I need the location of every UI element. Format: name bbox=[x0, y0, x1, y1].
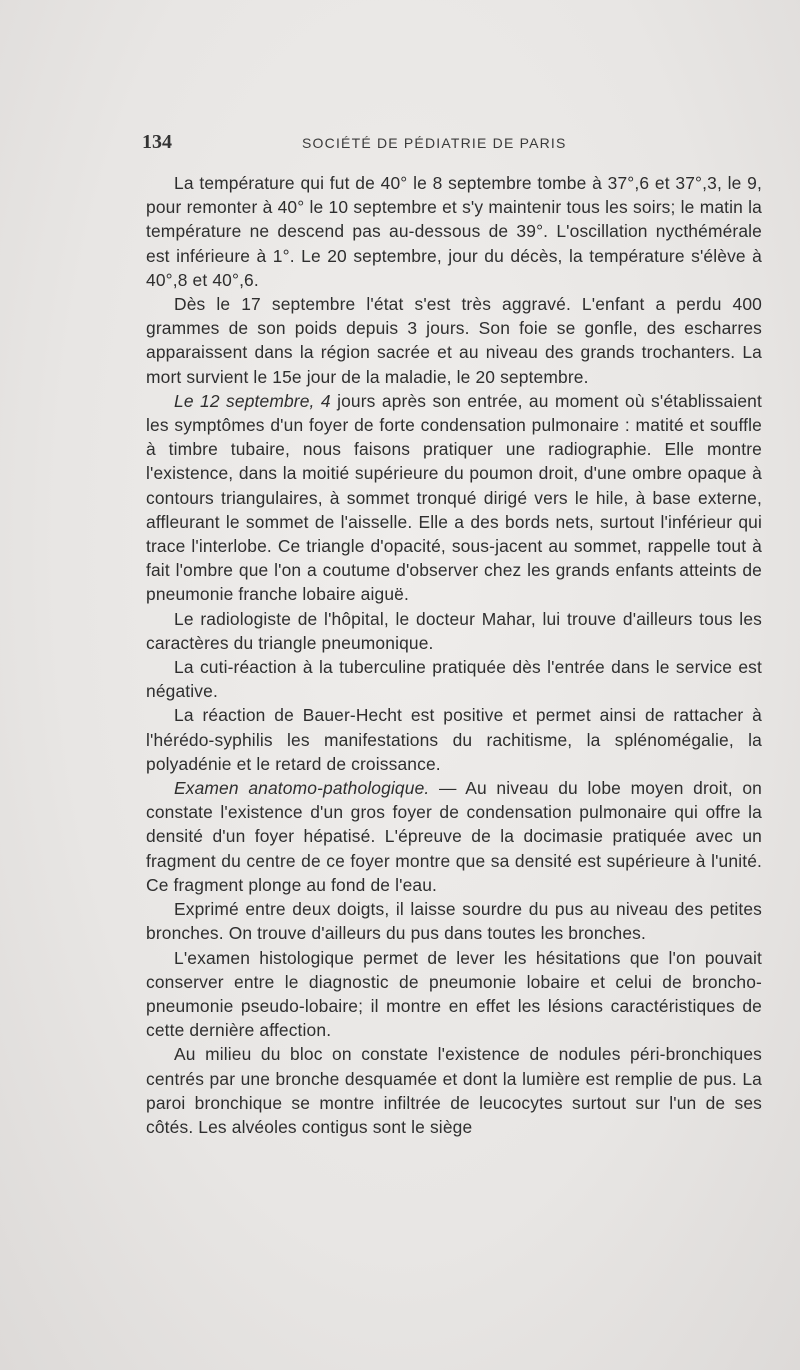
paragraph: Examen anatomo-pathologique. — Au niveau du lobe moyen droit, on constate l'existence d'un gros foyer de condensation pulmonaire qui offre la densité d'un foyer hépatisé. L'épreuve de la docimasie pratiquée avec un fragment du centre de ce foyer montre que sa densité est supérieure à l'unité. Ce fragment plonge au fond de l'eau. bbox=[146, 778, 762, 895]
paragraph: Exprimé entre deux doigts, il laisse sourdre du pus au niveau des petites bronches. On trouve d'ailleurs du pus dans toutes les bronches. bbox=[146, 899, 762, 944]
paragraph: La température qui fut de 40° le 8 septembre tombe à 37°,6 et 37°,3, le 9, pour remonter à 40° le 10 septembre et s'y maintenir tous les soirs; le matin la température ne descend pas au-dessous de 39°. L'oscillation nycthémérale est inférieure à 1°. Le 20 septembre, jour du décès, la température s'élève à 40°,8 et 40°,6. bbox=[146, 173, 762, 290]
paragraph: Au milieu du bloc on constate l'existence de nodules péri-bronchiques centrés par une bronche desquamée et dont la lumière est remplie de pus. La paroi bronchique se montre infiltrée de leucocytes surtout sur l'un de ses côtés. Les alvéoles contigus sont le siège bbox=[146, 1044, 762, 1137]
paragraph: Dès le 17 septembre l'état s'est très aggravé. L'enfant a perdu 400 grammes de son poids depuis 3 jours. Son foie se gonfle, des escharres apparaissent dans la région sacrée et au niveau des grands trochanters. La mort survient le 15e jour de la maladie, le 20 septembre. bbox=[146, 294, 762, 387]
paragraph: La réaction de Bauer-Hecht est positive et permet ainsi de rattacher à l'hérédo-syphilis les manifestations du rachitisme, la splénomégalie, la polyadénie et le retard de croissance. bbox=[146, 705, 762, 774]
paragraph: Le 12 septembre, 4 jours après son entrée, au moment où s'établissaient les symptômes d'un foyer de forte condensation pulmonaire : matité et souffle à timbre tubaire, nous faisons pratiquer une radiographie. Elle montre l'existence, dans la moitié supérieure du poumon droit, d'une ombre opaque à contours triangulaires, à sommet tronqué dirigé vers le hile, à base externe, affleurant le sommet de l'aisselle. Elle a des bords nets, surtout l'inférieur qui trace l'interlobe. Ce triangle d'opacité, sous-jacent au sommet, rappelle tout à fait l'ombre que l'on a coutume d'observer chez les grands enfants atteints de pneumonie franche lobaire aiguë. bbox=[146, 390, 762, 605]
paragraph: Le radiologiste de l'hôpital, le docteur Mahar, lui trouve d'ailleurs tous les caractères du triangle pneumonique. bbox=[146, 608, 762, 653]
running-head: SOCIÉTÉ DE PÉDIATRIE DE PARIS bbox=[302, 135, 567, 151]
section-heading: Examen anatomo-pathologique. bbox=[174, 778, 430, 799]
page-number: 134 bbox=[142, 131, 172, 153]
paragraph: L'examen histologique permet de lever les hésitations que l'on pouvait conserver entre le diagnostic de pneumonie lobaire et celui de broncho-pneumonie pseudo-lobaire; il montre en effet les lésions caractéristiques de cette dernière affection. bbox=[146, 947, 762, 1041]
paragraph: La cuti-réaction à la tuberculine pratiquée dès l'entrée dans le service est négative. bbox=[146, 657, 762, 702]
body-text bbox=[146, 171, 762, 1139]
paragraph-lead: Le 12 septembre, 4 bbox=[174, 390, 331, 411]
page-header bbox=[142, 131, 762, 159]
